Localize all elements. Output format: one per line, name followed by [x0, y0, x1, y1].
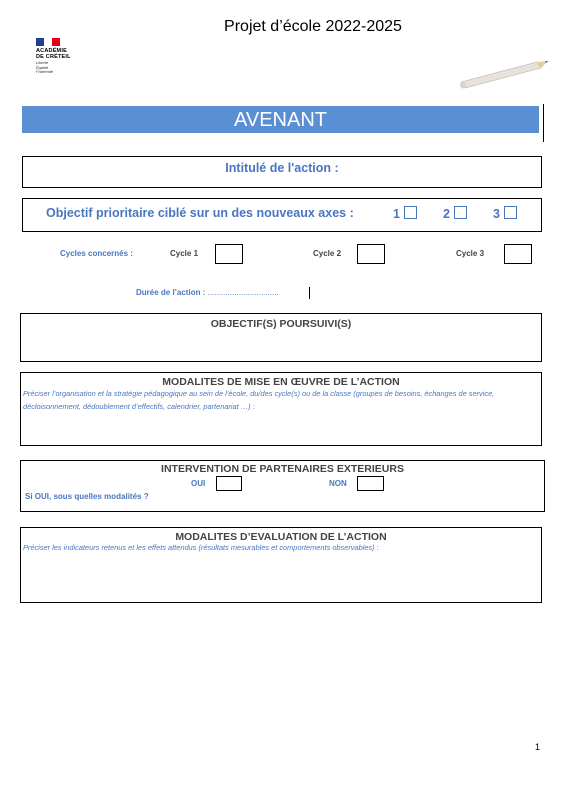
axe-1-checkbox[interactable]: [404, 206, 417, 219]
axe-option-1-label: 1: [393, 207, 400, 221]
modalites-box[interactable]: [20, 372, 542, 446]
cycles-label: Cycles concernés :: [60, 249, 133, 258]
text-cursor: [309, 287, 310, 299]
french-flag-icon: [36, 38, 60, 46]
duree-label: Durée de l’action :: [136, 288, 206, 297]
axe-2-checkbox[interactable]: [454, 206, 467, 219]
oui-label: OUI: [191, 479, 206, 488]
objectifs-poursuivis-box[interactable]: [20, 313, 542, 362]
avenant-banner: AVENANT: [22, 106, 539, 133]
axe-option-2-label: 2: [443, 207, 450, 221]
non-checkbox[interactable]: [357, 476, 384, 491]
academie-logo: [36, 38, 106, 75]
objectif-prioritaire-box: [22, 198, 542, 232]
logo-motto-2: Égalité: [36, 64, 49, 70]
axe-option-3-label: 3: [493, 207, 500, 221]
page-title: Projet d’école 2022-2025: [224, 18, 402, 35]
axe-option-3[interactable]: [493, 206, 517, 221]
partenaires-box: [20, 460, 545, 512]
logo-motto-1: Liberté: [36, 60, 49, 65]
duree-value: ................................: [207, 288, 279, 297]
evaluation-box[interactable]: [20, 527, 542, 603]
axe-option-2[interactable]: [443, 206, 467, 221]
axe-option-1[interactable]: [393, 206, 417, 221]
cycle-2-label: Cycle 2: [313, 249, 342, 258]
page-number: 1: [535, 742, 541, 752]
partenaires-title: INTERVENTION DE PARTENAIRES EXTERIEURS: [161, 463, 404, 475]
modalites-help: Préciser l’organisation et la stratégie pédagogique au sein de l’école, du/des cycle(s) ou de la classe (groupes de besoins, échanges de service, décloisonnement, dédoublement d’effectifs, calendrier, partenariat …) :: [23, 389, 495, 411]
modalites-title: MODALITES DE MISE EN ŒUVRE DE L’ACTION: [162, 376, 400, 388]
intitule-box[interactable]: [22, 156, 542, 188]
cycle-1-label: Cycle 1: [170, 249, 199, 258]
oui-checkbox[interactable]: [216, 476, 242, 491]
intitule-label: Intitulé de l'action :: [225, 161, 339, 175]
non-label: NON: [329, 479, 347, 488]
objectifs-poursuivis-title: OBJECTIF(S) POURSUIVI(S): [210, 318, 352, 330]
axe-3-checkbox[interactable]: [504, 206, 517, 219]
evaluation-help: Préciser les indicateurs retenus et les effets attendus (résultats mesurables et comportements observables) :: [23, 543, 379, 552]
logo-motto-3: Fraternité: [36, 69, 54, 74]
objectif-prioritaire-label: Objectif prioritaire ciblé sur un des nouveaux axes :: [46, 206, 354, 220]
pencil-icon: [455, 52, 550, 92]
logo-name-line1: ACADÉMIE: [36, 48, 67, 54]
cycle-3-label: Cycle 3: [456, 249, 485, 258]
cycle-2-checkbox[interactable]: [357, 244, 385, 264]
cycle-1-checkbox[interactable]: [215, 244, 243, 264]
banner-divider: [543, 104, 544, 142]
evaluation-title: MODALITES D’EVALUATION DE L’ACTION: [175, 531, 387, 543]
modalites-question: Si OUI, sous quelles modalités ?: [25, 492, 149, 501]
duree-field[interactable]: [136, 288, 279, 297]
logo-name-line2: DE CRÉTEIL: [36, 54, 71, 60]
cycle-3-checkbox[interactable]: [504, 244, 532, 264]
